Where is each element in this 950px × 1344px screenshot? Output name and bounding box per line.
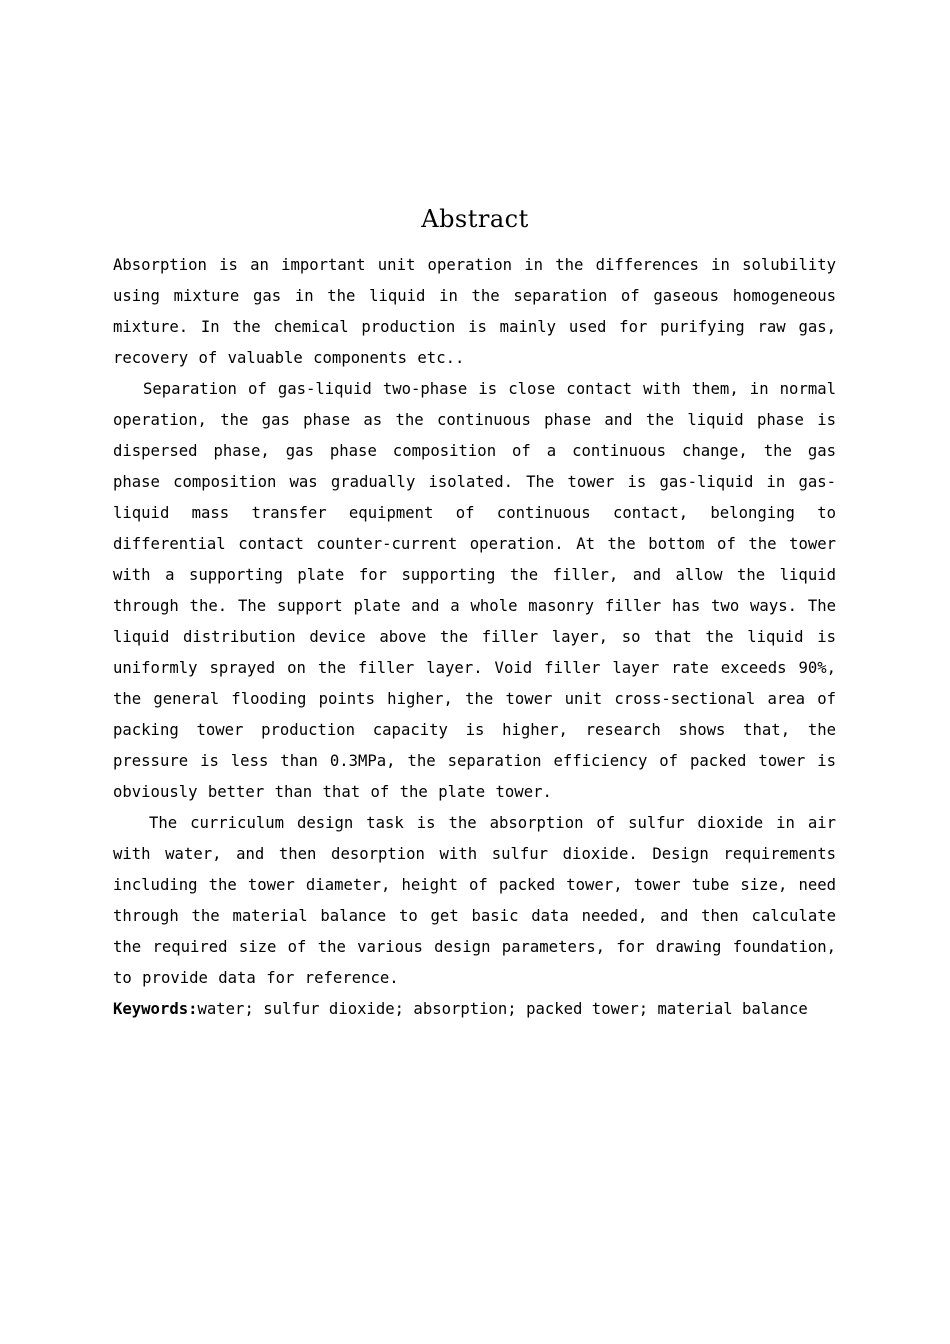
abstract-title: Abstract xyxy=(421,205,529,233)
keywords-line xyxy=(113,994,836,1025)
abstract-paragraph-2: Separation of gas-liquid two-phase is close contact with them, in normal operation, the gas phase as the continuous phase and the liquid phase is dispersed phase, gas phase composition of a continuous change, the gas phase composition was gradually isolated. The tower is gas-liquid in gas-liquid mass transfer equipment of continuous contact, belonging to differential contact counter-current operation. At the bottom of the tower with a supporting plate for supporting the filler, and allow the liquid through the. The support plate and a whole masonry filler has two ways. The liquid distribution device above the filler layer, so that the liquid is uniformly sprayed on the filler layer. Void filler layer rate exceeds 90%, the general flooding points higher, the tower unit cross-sectional area of packing tower production capacity is higher, research shows that, the pressure is less than 0.3MPa, the separation efficiency of packed tower is obviously better than that of the plate tower. xyxy=(113,380,836,801)
abstract-body xyxy=(113,250,836,1025)
keywords-text: water; sulfur dioxide; absorption; packed tower; material balance xyxy=(197,1000,808,1018)
abstract-paragraph-3: The curriculum design task is the absorption of sulfur dioxide in air with water, and then desorption with sulfur dioxide. Design requirements including the tower diameter, height of packed tower, tower tube size, need through the material balance to get basic data needed, and then calculate the required size of the various design parameters, for drawing foundation, to provide data for reference. xyxy=(113,814,836,987)
keywords-label: Keywords: xyxy=(113,1000,198,1018)
abstract-paragraph-1: Absorption is an important unit operation in the differences in solubility using mixture gas in the liquid in the separation of gaseous homogeneous mixture. In the chemical production is mainly used for purifying raw gas, recovery of valuable components etc.. xyxy=(113,256,836,367)
